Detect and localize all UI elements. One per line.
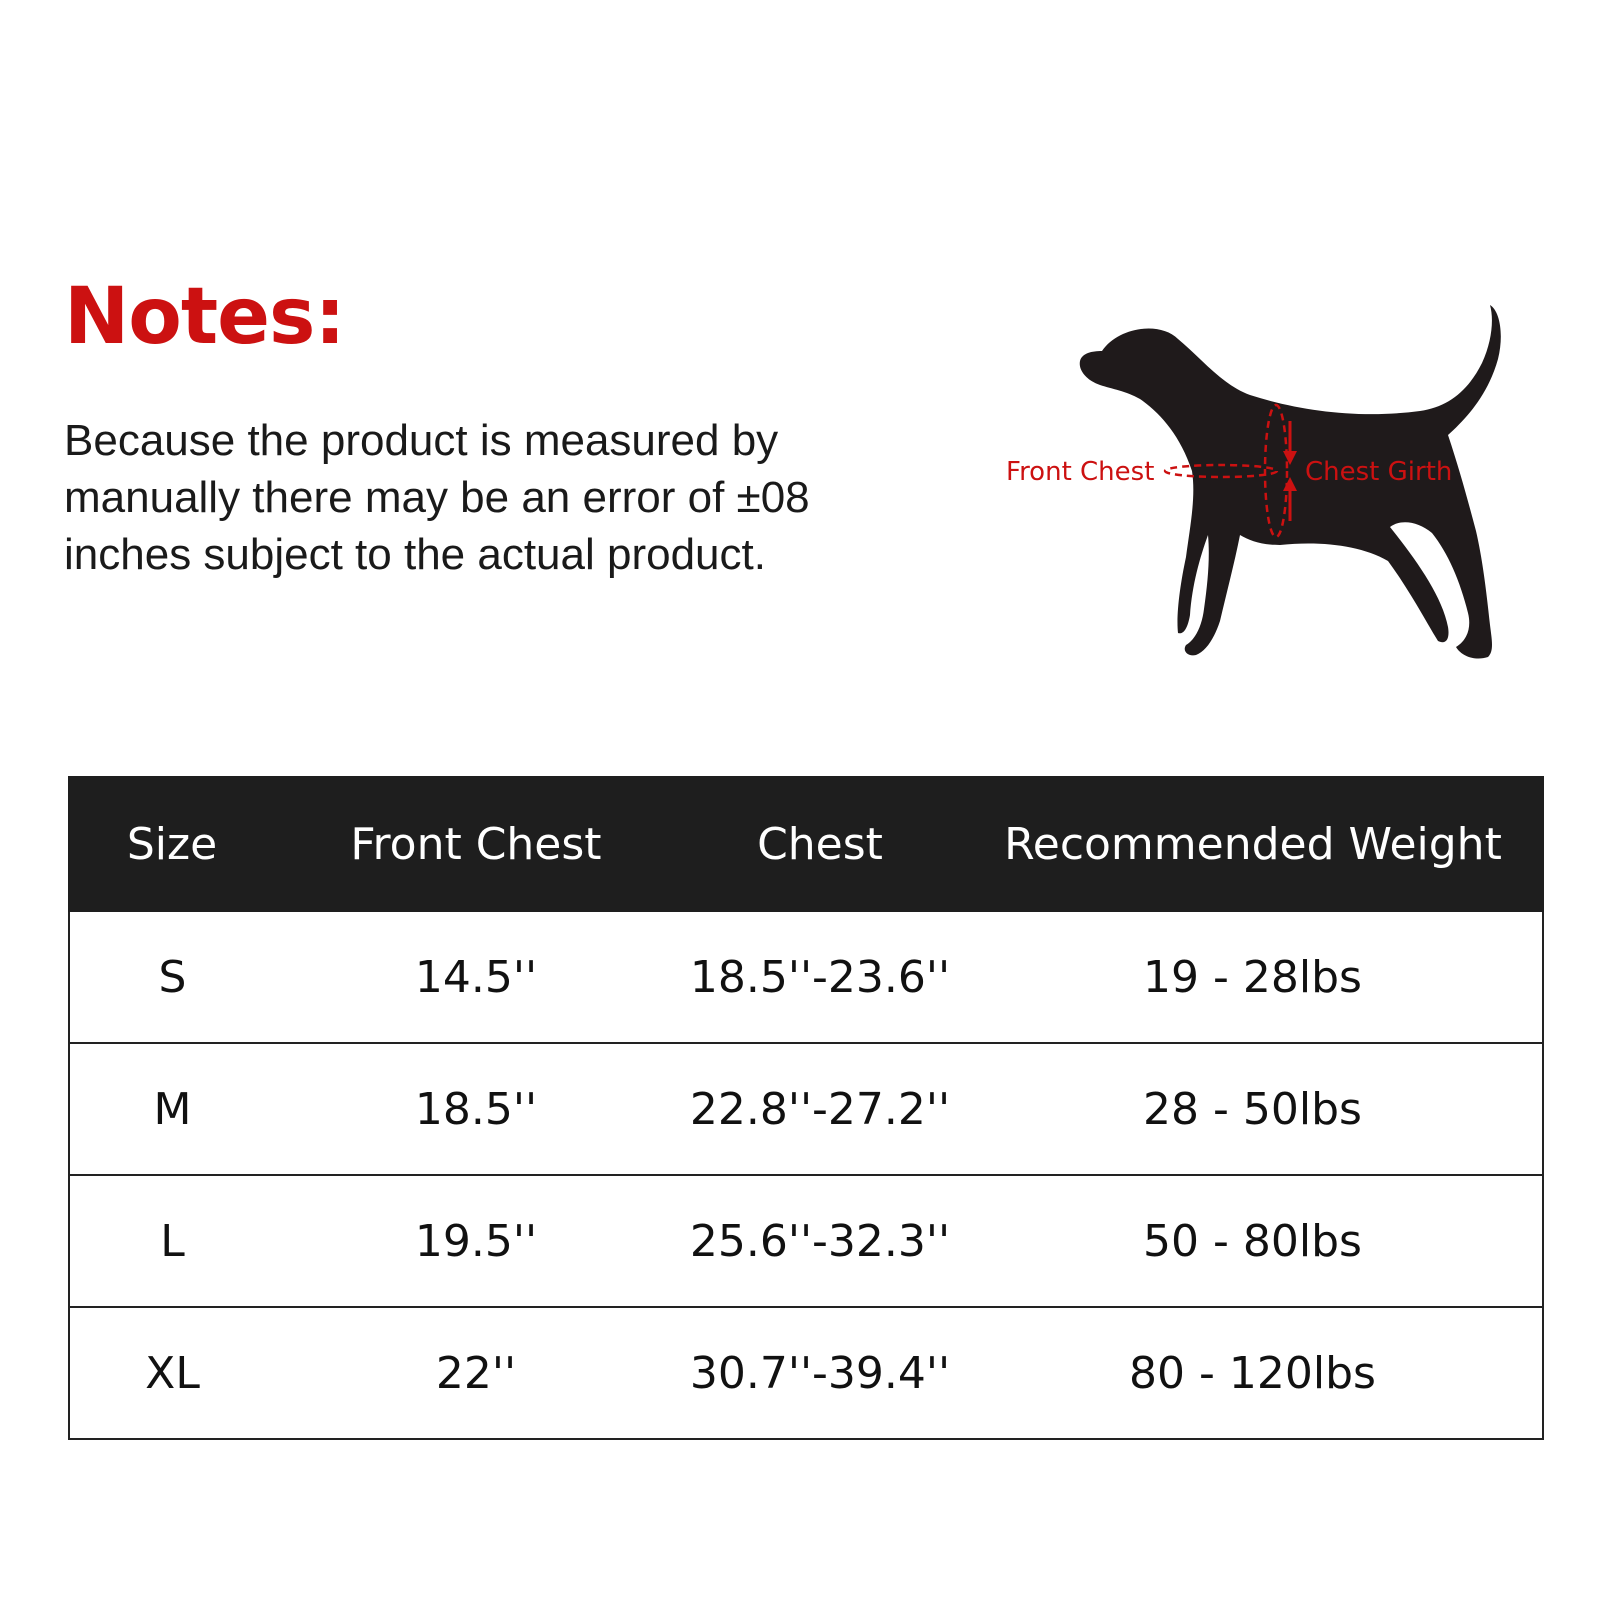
cell-size: L	[69, 1175, 275, 1307]
cell-chest: 22.8''-27.2''	[677, 1043, 963, 1175]
cell-size: XL	[69, 1307, 275, 1439]
cell-weight: 28 - 50lbs	[963, 1043, 1543, 1175]
table-row	[69, 1307, 1543, 1439]
dog-measurement-diagram	[1000, 295, 1560, 680]
cell-front-chest: 19.5''	[275, 1175, 677, 1307]
cell-weight: 19 - 28lbs	[963, 911, 1543, 1043]
cell-chest: 25.6''-32.3''	[677, 1175, 963, 1307]
cell-size: S	[69, 911, 275, 1043]
notes-title: Notes:	[64, 272, 345, 362]
table-header-row	[69, 777, 1543, 911]
header-recommended-weight: Recommended Weight	[963, 777, 1543, 911]
header-front-chest: Front Chest	[275, 777, 677, 911]
notes-body: Because the product is measured by manually there may be an error of ±08 inches subject to the actual product.	[64, 416, 810, 579]
table-row	[69, 911, 1543, 1043]
chest-girth-label: Chest Girth	[1305, 457, 1453, 487]
front-chest-label: Front Chest	[1006, 457, 1155, 487]
cell-front-chest: 22''	[275, 1307, 677, 1439]
table-row	[69, 1043, 1543, 1175]
cell-chest: 30.7''-39.4''	[677, 1307, 963, 1439]
cell-weight: 80 - 120lbs	[963, 1307, 1543, 1439]
cell-size: M	[69, 1043, 275, 1175]
table-row	[69, 1175, 1543, 1307]
size-chart-table	[68, 776, 1544, 1440]
header-chest: Chest	[677, 777, 963, 911]
cell-chest: 18.5''-23.6''	[677, 911, 963, 1043]
cell-weight: 50 - 80lbs	[963, 1175, 1543, 1307]
cell-front-chest: 14.5''	[275, 911, 677, 1043]
dog-illustration	[1000, 295, 1560, 680]
header-size: Size	[69, 777, 275, 911]
cell-front-chest: 18.5''	[275, 1043, 677, 1175]
